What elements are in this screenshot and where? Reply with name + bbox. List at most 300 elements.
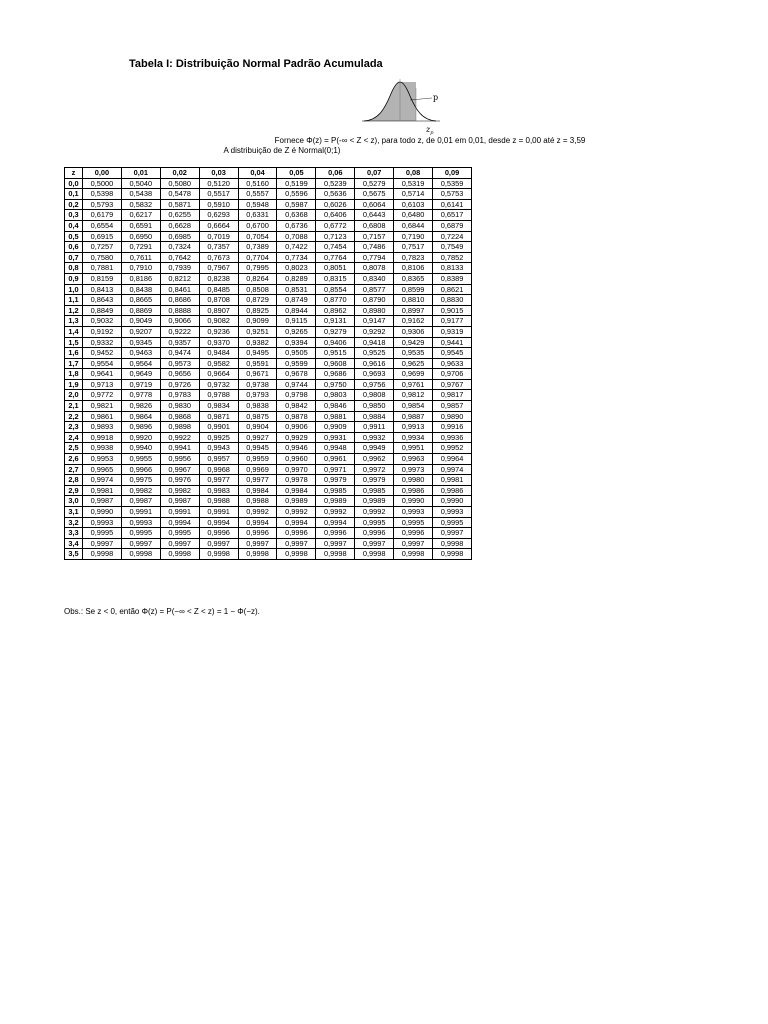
row-z-label: 3,5 [65, 549, 83, 560]
table-cell: 0,9975 [121, 475, 160, 486]
table-cell: 0,9893 [83, 422, 122, 433]
table-cell: 0,8577 [355, 284, 394, 295]
table-cell: 0,9951 [394, 443, 433, 454]
table-cell: 0,9946 [277, 443, 316, 454]
table-cell: 0,8686 [160, 295, 199, 306]
table-cell: 0,9977 [238, 475, 277, 486]
table-row [65, 199, 472, 210]
table-cell: 0,5987 [277, 199, 316, 210]
row-z-label: 0,8 [65, 263, 83, 274]
table-cell: 0,6331 [238, 210, 277, 221]
table-row [65, 263, 472, 274]
table-cell: 0,9967 [160, 464, 199, 475]
table-cell: 0,6879 [433, 220, 472, 231]
table-cell: 0,9693 [355, 369, 394, 380]
table-cell: 0,9890 [433, 411, 472, 422]
table-cell: 0,9909 [316, 422, 355, 433]
table-cell: 0,9981 [433, 475, 472, 486]
table-cell: 0,5080 [160, 178, 199, 189]
row-z-label: 2,1 [65, 401, 83, 412]
header-col: 0,05 [277, 168, 316, 179]
table-cell: 0,7642 [160, 252, 199, 263]
table-cell: 0,7881 [83, 263, 122, 274]
row-z-label: 1,7 [65, 358, 83, 369]
table-cell: 0,8907 [199, 305, 238, 316]
table-row [65, 411, 472, 422]
table-cell: 0,9989 [277, 496, 316, 507]
table-cell: 0,9984 [277, 485, 316, 496]
table-row [65, 369, 472, 380]
table-cell: 0,9505 [277, 348, 316, 359]
table-cell: 0,9345 [121, 337, 160, 348]
table-row [65, 295, 472, 306]
table-cell: 0,8997 [394, 305, 433, 316]
table-cell: 0,8289 [277, 273, 316, 284]
table-cell: 0,6736 [277, 220, 316, 231]
table-cell: 0,5832 [121, 199, 160, 210]
row-z-label: 1,4 [65, 326, 83, 337]
table-cell: 0,6293 [199, 210, 238, 221]
table-cell: 0,9495 [238, 348, 277, 359]
table-cell: 0,9131 [316, 316, 355, 327]
row-z-label: 1,5 [65, 337, 83, 348]
table-cell: 0,9641 [83, 369, 122, 380]
table-cell: 0,9664 [199, 369, 238, 380]
table-cell: 0,7704 [238, 252, 277, 263]
table-cell: 0,7910 [121, 263, 160, 274]
table-cell: 0,5319 [394, 178, 433, 189]
table-cell: 0,8485 [199, 284, 238, 295]
table-cell: 0,9922 [160, 432, 199, 443]
table-cell: 0,6217 [121, 210, 160, 221]
table-cell: 0,9854 [394, 401, 433, 412]
table-cell: 0,9545 [433, 348, 472, 359]
table-cell: 0,9992 [238, 507, 277, 518]
table-cell: 0,8749 [277, 295, 316, 306]
table-cell: 0,9964 [433, 454, 472, 465]
table-row [65, 454, 472, 465]
table-cell: 0,9987 [160, 496, 199, 507]
table-cell: 0,9960 [277, 454, 316, 465]
table-cell: 0,7939 [160, 263, 199, 274]
table-cell: 0,9082 [199, 316, 238, 327]
table-row [65, 443, 472, 454]
table-cell: 0,6554 [83, 220, 122, 231]
table-cell: 0,9656 [160, 369, 199, 380]
table-cell: 0,9868 [160, 411, 199, 422]
table-cell: 0,7123 [316, 231, 355, 242]
table-cell: 0,8830 [433, 295, 472, 306]
table-cell: 0,9968 [199, 464, 238, 475]
table-cell: 0,9251 [238, 326, 277, 337]
table-cell: 0,8264 [238, 273, 277, 284]
table-cell: 0,9913 [394, 422, 433, 433]
table-cell: 0,9988 [238, 496, 277, 507]
table-cell: 0,9463 [121, 348, 160, 359]
table-cell: 0,8413 [83, 284, 122, 295]
table-cell: 0,9582 [199, 358, 238, 369]
row-z-label: 1,9 [65, 379, 83, 390]
table-cell: 0,9535 [394, 348, 433, 359]
table-cell: 0,6985 [160, 231, 199, 242]
table-cell: 0,9998 [394, 549, 433, 560]
table-cell: 0,9864 [121, 411, 160, 422]
header-col: 0,01 [121, 168, 160, 179]
table-row [65, 220, 472, 231]
table-row [65, 485, 472, 496]
table-cell: 0,9429 [394, 337, 433, 348]
table-cell: 0,6141 [433, 199, 472, 210]
row-z-label: 3,0 [65, 496, 83, 507]
table-cell: 0,9961 [316, 454, 355, 465]
table-cell: 0,9756 [355, 379, 394, 390]
table-cell: 0,5636 [316, 189, 355, 200]
table-cell: 0,9996 [355, 528, 394, 539]
table-cell: 0,9115 [277, 316, 316, 327]
row-z-label: 3,4 [65, 538, 83, 549]
table-cell: 0,9981 [83, 485, 122, 496]
table-row [65, 189, 472, 200]
table-cell: 0,9998 [160, 549, 199, 560]
table-cell: 0,9484 [199, 348, 238, 359]
table-cell: 0,9901 [199, 422, 238, 433]
table-row [65, 284, 472, 295]
table-cell: 0,9997 [121, 538, 160, 549]
table-cell: 0,9887 [394, 411, 433, 422]
table-cell: 0,6255 [160, 210, 199, 221]
table-cell: 0,9929 [277, 432, 316, 443]
table-cell: 0,9719 [121, 379, 160, 390]
table-cell: 0,9925 [199, 432, 238, 443]
table-cell: 0,8621 [433, 284, 472, 295]
table-cell: 0,9515 [316, 348, 355, 359]
shaded-area [364, 82, 416, 121]
table-cell: 0,9969 [238, 464, 277, 475]
table-cell: 0,9983 [199, 485, 238, 496]
table-cell: 0,9979 [355, 475, 394, 486]
table-cell: 0,9995 [121, 528, 160, 539]
table-cell: 0,7054 [238, 231, 277, 242]
table-cell: 0,9616 [355, 358, 394, 369]
table-cell: 0,8708 [199, 295, 238, 306]
table-cell: 0,9997 [199, 538, 238, 549]
table-cell: 0,9998 [355, 549, 394, 560]
row-z-label: 3,3 [65, 528, 83, 539]
table-cell: 0,9997 [277, 538, 316, 549]
table-cell: 0,9826 [121, 401, 160, 412]
table-cell: 0,5871 [160, 199, 199, 210]
table-cell: 0,7734 [277, 252, 316, 263]
table-cell: 0,7088 [277, 231, 316, 242]
table-cell: 0,5517 [199, 189, 238, 200]
table-cell: 0,9998 [199, 549, 238, 560]
table-cell: 0,8461 [160, 284, 199, 295]
table-cell: 0,7257 [83, 242, 122, 253]
table-cell: 0,9995 [355, 517, 394, 528]
table-cell: 0,9778 [121, 390, 160, 401]
table-cell: 0,9974 [433, 464, 472, 475]
table-row [65, 358, 472, 369]
table-cell: 0,7764 [316, 252, 355, 263]
table-cell: 0,9994 [277, 517, 316, 528]
table-cell: 0,9977 [199, 475, 238, 486]
header-col: 0,02 [160, 168, 199, 179]
table-cell: 0,9997 [316, 538, 355, 549]
table-cell: 0,5359 [433, 178, 472, 189]
table-cell: 0,9803 [316, 390, 355, 401]
table-cell: 0,7291 [121, 242, 160, 253]
table-cell: 0,9940 [121, 443, 160, 454]
table-cell: 0,9996 [238, 528, 277, 539]
table-row [65, 252, 472, 263]
table-cell: 0,5239 [316, 178, 355, 189]
row-z-label: 0,7 [65, 252, 83, 263]
table-row [65, 348, 472, 359]
row-z-label: 0,1 [65, 189, 83, 200]
table-row [65, 326, 472, 337]
header-col: 0,03 [199, 168, 238, 179]
table-cell: 0,9406 [316, 337, 355, 348]
table-cell: 0,9984 [238, 485, 277, 496]
table-cell: 0,9608 [316, 358, 355, 369]
table-cell: 0,8438 [121, 284, 160, 295]
table-cell: 0,9236 [199, 326, 238, 337]
table-cell: 0,9998 [433, 538, 472, 549]
table-cell: 0,9732 [199, 379, 238, 390]
table-cell: 0,9987 [121, 496, 160, 507]
table-cell: 0,9222 [160, 326, 199, 337]
table-cell: 0,8810 [394, 295, 433, 306]
table-cell: 0,9474 [160, 348, 199, 359]
table-cell: 0,9162 [394, 316, 433, 327]
table-cell: 0,7673 [199, 252, 238, 263]
table-cell: 0,9871 [199, 411, 238, 422]
table-cell: 0,9525 [355, 348, 394, 359]
table-cell: 0,9996 [316, 528, 355, 539]
table-cell: 0,5398 [83, 189, 122, 200]
table-cell: 0,9938 [83, 443, 122, 454]
table-row [65, 432, 472, 443]
table-row [65, 401, 472, 412]
table-cell: 0,7794 [355, 252, 394, 263]
table-cell: 0,7357 [199, 242, 238, 253]
table-cell: 0,7517 [394, 242, 433, 253]
table-cell: 0,5910 [199, 199, 238, 210]
table-cell: 0,9948 [316, 443, 355, 454]
table-cell: 0,5438 [121, 189, 160, 200]
table-cell: 0,9625 [394, 358, 433, 369]
table-cell: 0,6950 [121, 231, 160, 242]
table-cell: 0,9994 [316, 517, 355, 528]
table-cell: 0,7549 [433, 242, 472, 253]
table-cell: 0,9997 [433, 528, 472, 539]
table-cell: 0,9319 [433, 326, 472, 337]
table-cell: 0,8340 [355, 273, 394, 284]
table-cell: 0,5557 [238, 189, 277, 200]
table-cell: 0,8665 [121, 295, 160, 306]
table-row [65, 422, 472, 433]
table-cell: 0,9706 [433, 369, 472, 380]
table-cell: 0,9988 [199, 496, 238, 507]
table-cell: 0,9812 [394, 390, 433, 401]
table-cell: 0,9821 [83, 401, 122, 412]
table-row [65, 475, 472, 486]
table-cell: 0,8729 [238, 295, 277, 306]
table-cell: 0,5160 [238, 178, 277, 189]
table-cell: 0,6591 [121, 220, 160, 231]
table-row [65, 517, 472, 528]
table-row [65, 337, 472, 348]
table-cell: 0,9962 [355, 454, 394, 465]
table-cell: 0,9066 [160, 316, 199, 327]
table-cell: 0,9994 [199, 517, 238, 528]
table-cell: 0,8869 [121, 305, 160, 316]
table-cell: 0,6844 [394, 220, 433, 231]
table-cell: 0,9916 [433, 422, 472, 433]
table-cell: 0,9998 [83, 549, 122, 560]
table-cell: 0,9957 [199, 454, 238, 465]
table-cell: 0,9995 [394, 517, 433, 528]
table-cell: 0,9564 [121, 358, 160, 369]
table-cell: 0,9991 [199, 507, 238, 518]
table-cell: 0,9995 [83, 528, 122, 539]
table-cell: 0,9292 [355, 326, 394, 337]
table-cell: 0,9965 [83, 464, 122, 475]
table-cell: 0,9452 [83, 348, 122, 359]
table-cell: 0,9941 [160, 443, 199, 454]
table-cell: 0,9997 [160, 538, 199, 549]
table-cell: 0,9955 [121, 454, 160, 465]
table-cell: 0,9991 [121, 507, 160, 518]
table-cell: 0,9761 [394, 379, 433, 390]
table-cell: 0,8389 [433, 273, 472, 284]
row-z-label: 0,3 [65, 210, 83, 221]
table-cell: 0,9906 [277, 422, 316, 433]
table-cell: 0,9911 [355, 422, 394, 433]
table-row [65, 316, 472, 327]
table-cell: 0,9997 [355, 538, 394, 549]
table-cell: 0,6808 [355, 220, 394, 231]
table-cell: 0,8925 [238, 305, 277, 316]
table-row [65, 549, 472, 560]
table-cell: 0,9738 [238, 379, 277, 390]
label-zp-main: z [426, 125, 431, 134]
table-cell: 0,9982 [121, 485, 160, 496]
table-cell: 0,9966 [121, 464, 160, 475]
table-cell: 0,9265 [277, 326, 316, 337]
table-cell: 0,9934 [394, 432, 433, 443]
table-cell: 0,9985 [316, 485, 355, 496]
row-z-label: 0,0 [65, 178, 83, 189]
table-cell: 0,9857 [433, 401, 472, 412]
table-row [65, 273, 472, 284]
row-z-label: 1,6 [65, 348, 83, 359]
table-cell: 0,9992 [355, 507, 394, 518]
table-cell: 0,9953 [83, 454, 122, 465]
table-cell: 0,8051 [316, 263, 355, 274]
normal-curve-figure [360, 76, 452, 136]
table-row [65, 390, 472, 401]
table-cell: 0,9370 [199, 337, 238, 348]
table-cell: 0,9972 [355, 464, 394, 475]
table-cell: 0,5199 [277, 178, 316, 189]
table-cell: 0,9927 [238, 432, 277, 443]
table-cell: 0,9599 [277, 358, 316, 369]
row-z-label: 1,3 [65, 316, 83, 327]
table-cell: 0,9998 [433, 549, 472, 560]
table-row [65, 379, 472, 390]
table-cell: 0,7454 [316, 242, 355, 253]
table-cell: 0,9357 [160, 337, 199, 348]
header-col: 0,00 [83, 168, 122, 179]
table-cell: 0,9986 [433, 485, 472, 496]
row-z-label: 2,9 [65, 485, 83, 496]
table-cell: 0,6368 [277, 210, 316, 221]
row-z-label: 0,4 [65, 220, 83, 231]
table-row [65, 538, 472, 549]
table-cell: 0,5120 [199, 178, 238, 189]
table-cell: 0,9986 [394, 485, 433, 496]
table-cell: 0,9192 [83, 326, 122, 337]
table-cell: 0,9633 [433, 358, 472, 369]
row-z-label: 2,3 [65, 422, 83, 433]
table-cell: 0,9382 [238, 337, 277, 348]
table-cell: 0,9306 [394, 326, 433, 337]
table-cell: 0,9993 [83, 517, 122, 528]
table-cell: 0,8944 [277, 305, 316, 316]
table-cell: 0,9993 [121, 517, 160, 528]
table-cell: 0,5753 [433, 189, 472, 200]
table-cell: 0,9973 [394, 464, 433, 475]
table-cell: 0,9788 [199, 390, 238, 401]
table-cell: 0,9207 [121, 326, 160, 337]
table-cell: 0,8023 [277, 263, 316, 274]
table-cell: 0,9798 [277, 390, 316, 401]
table-cell: 0,9970 [277, 464, 316, 475]
table-cell: 0,9898 [160, 422, 199, 433]
table-cell: 0,9015 [433, 305, 472, 316]
table-cell: 0,6700 [238, 220, 277, 231]
table-cell: 0,9441 [433, 337, 472, 348]
table-row [65, 305, 472, 316]
label-zp-sub: p [430, 130, 434, 136]
table-row [65, 528, 472, 539]
table-body [65, 178, 472, 559]
table-cell: 0,9992 [316, 507, 355, 518]
table-row [65, 231, 472, 242]
table-cell: 0,7995 [238, 263, 277, 274]
table-row [65, 210, 472, 221]
table-cell: 0,9686 [316, 369, 355, 380]
table-cell: 0,9032 [83, 316, 122, 327]
row-z-label: 0,6 [65, 242, 83, 253]
table-cell: 0,9994 [238, 517, 277, 528]
header-col: 0,04 [238, 168, 277, 179]
observation-note: Obs.: Se z < 0, então Φ(z) = P(−∞ < Z < z) = 1 − Φ(−z). [64, 607, 260, 616]
table-cell: 0,9985 [355, 485, 394, 496]
table-cell: 0,9949 [355, 443, 394, 454]
table-cell: 0,9713 [83, 379, 122, 390]
table-cell: 0,9896 [121, 422, 160, 433]
row-z-label: 2,8 [65, 475, 83, 486]
row-z-label: 2,6 [65, 454, 83, 465]
table-cell: 0,9978 [277, 475, 316, 486]
table-cell: 0,9997 [394, 538, 433, 549]
table-cell: 0,9963 [394, 454, 433, 465]
table-cell: 0,8186 [121, 273, 160, 284]
table-cell: 0,9699 [394, 369, 433, 380]
table-cell: 0,5675 [355, 189, 394, 200]
